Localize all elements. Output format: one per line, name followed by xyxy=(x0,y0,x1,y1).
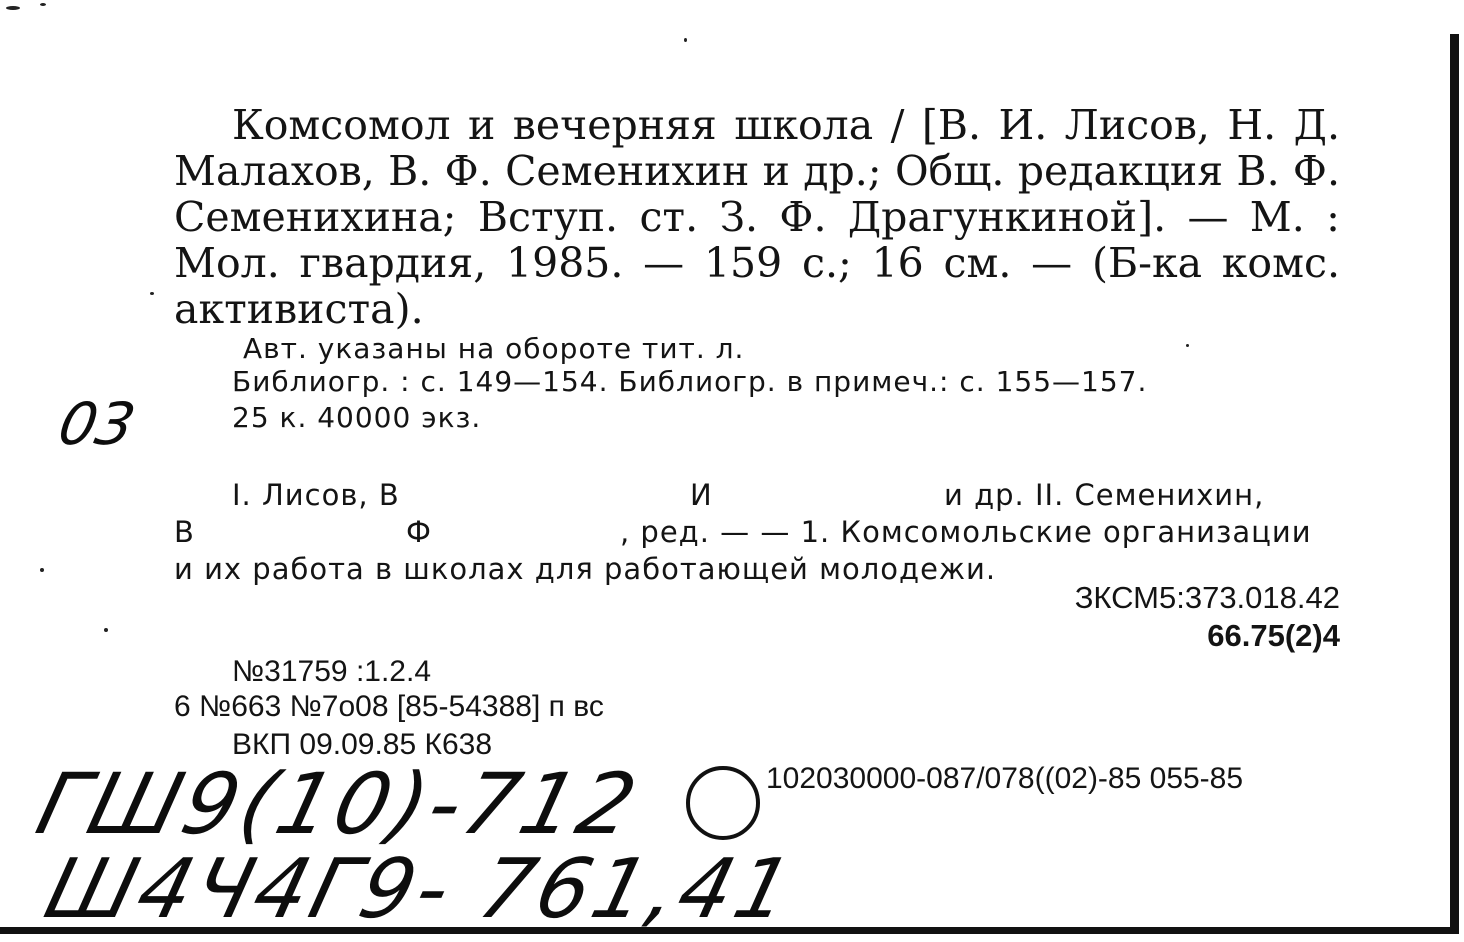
bibliographic-description xyxy=(174,102,1340,332)
tracing-line xyxy=(174,514,1340,551)
note-price-print-run: 25 к. 40000 экз. xyxy=(232,401,482,434)
tracing-initial: В xyxy=(174,515,195,549)
catalog-code: 102030000-087/078((02)-85 055-85 xyxy=(766,762,1244,795)
scan-speck xyxy=(104,628,108,632)
scan-speck xyxy=(6,6,20,10)
tracing-initial: Ф xyxy=(406,515,432,549)
handwritten-mark: 03 xyxy=(52,390,142,458)
circle-mark-icon xyxy=(684,764,762,842)
description-text: Комсомол и вечерняя школа / [В. И. Лисов, Н. Д. Малахов, В. Ф. Семенихин и др.; Общ. редакция В. Ф. Семенихина; Вступ. ст. З. Ф. Драгункиной]. — М. : Мол. гвардия, 1985. — 159 с.; 16 см. — (Б-ка комс. активиста). xyxy=(174,101,1340,333)
udc-index: ЗКСМ5:373.018.42 xyxy=(1074,580,1340,615)
tracing-subject-cont: и их работа в школах для работающей молодежи. xyxy=(174,552,997,586)
note-bibliography: Библиогр. : с. 149—154. Библиогр. в примеч.: с. 155—157. xyxy=(232,365,1148,398)
scan-speck xyxy=(40,568,44,572)
bbk-index: 66.75(2)4 xyxy=(1207,618,1340,653)
tracing-subject: , ред. — — 1. Комсомольские организации xyxy=(620,515,1312,549)
scan-speck xyxy=(1186,344,1189,347)
tech-line-3: ВКП 09.09.85 К638 xyxy=(232,728,493,761)
note-authors: Авт. указаны на обороте тит. л. xyxy=(243,332,745,365)
scan-speck xyxy=(150,292,154,295)
scan-speck xyxy=(684,38,687,42)
scan-speck xyxy=(40,3,46,6)
handwritten-shelf-code: Ш4Ч4Г9- 761,41 xyxy=(36,842,805,937)
tech-line-2: 6 №663 №7о08 [85-54388] п вс xyxy=(174,690,604,723)
handwritten-shelf-code: ГШ9(10)-712 xyxy=(27,755,650,853)
tech-line-1: №31759 :1.2.4 xyxy=(232,655,431,688)
tracing-added-entry: и др. II. Семенихин, xyxy=(944,478,1265,512)
tracing-initial: И xyxy=(690,478,713,512)
tracings xyxy=(174,477,1340,588)
tracing-author: I. Лисов, В xyxy=(232,478,400,512)
tracing-line xyxy=(174,477,1340,514)
card-border-right xyxy=(1450,34,1459,934)
